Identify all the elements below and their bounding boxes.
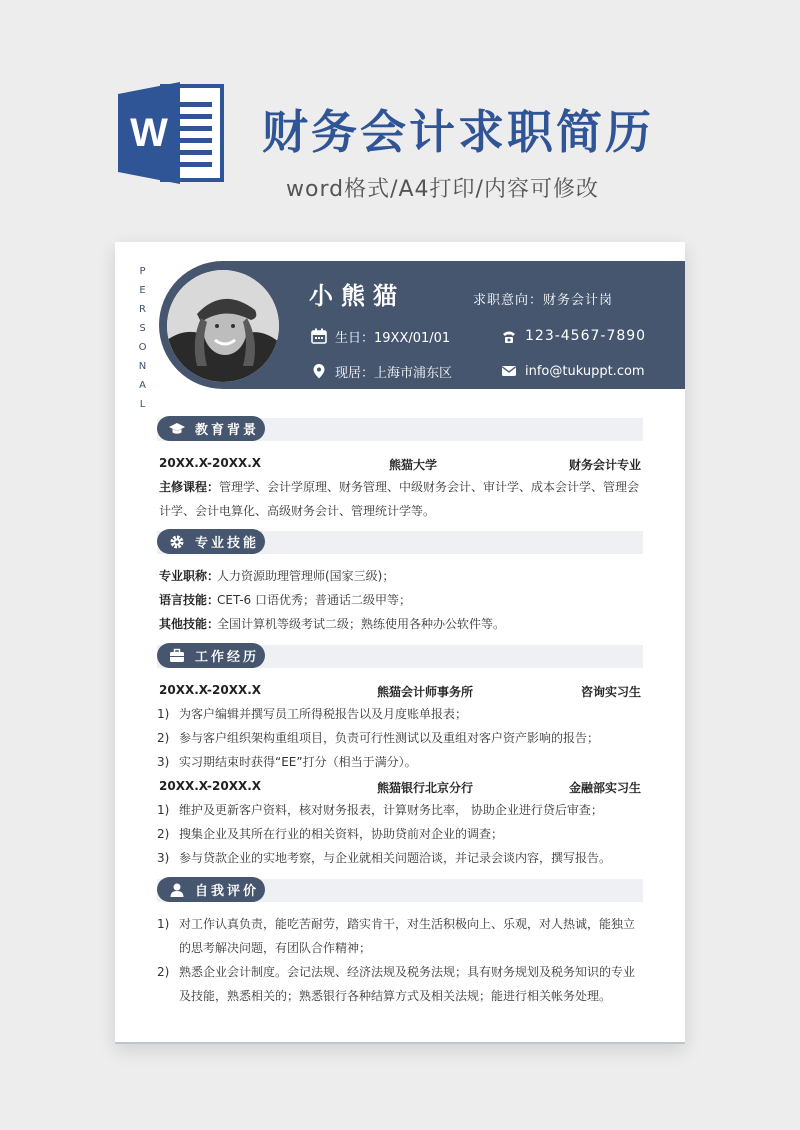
email-row [501,361,645,381]
company-name: 熊猫会计师事务所 [377,685,474,699]
job-row [157,678,643,702]
job-row [157,774,643,798]
education-row [157,451,643,475]
duty-item: 3) 参与贷款企业的实地考察，与企业就相关问题洽谈，并记录会谈内容，撰写报告。 [157,851,612,865]
job-period: 20XX.X-20XX.X [159,683,262,697]
section-header [157,416,643,441]
side-label: PERSONAL [137,266,148,418]
birthday-text: 生日：19XX/01/01 [335,330,451,346]
education-section [157,416,643,523]
duty-item: 2) 搜集企业及其所在行业的相关资料，协助贷前对企业的调查； [157,827,504,841]
gear-icon [169,534,185,550]
page-bottom-rule [115,1042,685,1044]
phone-text: 123-4567-7890 [525,328,647,344]
location-row [311,361,452,381]
duty-item: 1) 为客户编辑并撰写员工所得税报告以及月度账单报表； [157,707,468,721]
company-name: 熊猫银行北京分行 [377,781,474,795]
avatar [167,270,279,382]
major: 财务会计专业 [568,458,641,472]
education-period: 20XX.X-20XX.X [159,456,262,470]
briefcase-icon [169,648,185,664]
job-role: 咨询实习生 [580,685,641,699]
skill-item: 语言技能：CET-6 口语优秀；普通话二级甲等； [159,593,411,607]
location-text: 现居：上海市浦东区 [335,365,453,381]
birthday-row [311,326,450,346]
section-title: 教育背景 [195,423,260,438]
phone-icon [501,328,517,344]
section-title: 专业技能 [195,536,260,551]
job-role: 金融部实习生 [568,781,641,795]
evaluation-item: 2) 熟悉企业会计制度。会记法规、经济法规及税务法规；具有财务规划及税务知识的专业及技能，熟悉相关的；熟悉银行各种结算方式及相关法规；能进行相关帐务处理。 [157,965,636,1003]
duty-item: 2) 参与客户组织架构重组项目，负责可行性测试以及重组对客户资产影响的报告； [157,731,600,745]
promo-banner [0,0,800,240]
section-title: 自我评价 [195,884,260,899]
job-intention: 求职意向：财务会计岗 [473,293,614,308]
evaluation-item: 1) 对工作认真负责，能吃苦耐劳，踏实肯干，对生活积极向上、乐观，对人热诚，能独立的思考解决问题，有团队合作精神； [157,917,636,955]
skill-item: 其他技能：全国计算机等级考试二级；熟练使用各种办公软件等。 [159,617,506,631]
self-evaluation-section [157,877,643,1008]
section-title: 工作经历 [195,650,260,665]
skills-section [157,529,643,636]
job-period: 20XX.X-20XX.X [159,779,262,793]
candidate-name: 小熊猫 [309,282,405,310]
graduation-cap-icon [169,421,185,437]
svg-text:W: W [130,111,168,155]
section-header [157,643,643,668]
calendar-icon [311,328,327,344]
portrait-image [167,270,279,382]
work-section [157,643,643,870]
location-pin-icon [311,363,327,379]
user-icon [169,882,185,898]
banner-subtitle: word格式/A4打印/内容可修改 [286,177,599,202]
email-text: info@tukuppt.com [525,363,645,379]
word-document-icon [118,80,226,186]
skill-item: 专业职称：人力资源助理管理师(国家三级)； [159,569,395,583]
duty-item: 1) 维护及更新客户资料，核对财务报表，计算财务比率， 协助企业进行贷后审查； [157,803,603,817]
duty-item: 3) 实习期结束时获得“EE”打分（相当于满分）。 [157,755,417,769]
section-header [157,877,643,902]
phone-row [501,326,646,346]
courses-paragraph: 主修课程：管理学、会计学原理、财务管理、中级财务会计、审计学、成本会计学、管理会计学、会计电算化、高级财务会计、管理统计学等。 [159,480,640,518]
mail-icon [501,363,517,379]
banner-title: 财务会计求职简历 [262,105,654,159]
section-header [157,529,643,554]
school-name: 熊猫大学 [389,458,438,472]
resume-page [115,242,685,1044]
